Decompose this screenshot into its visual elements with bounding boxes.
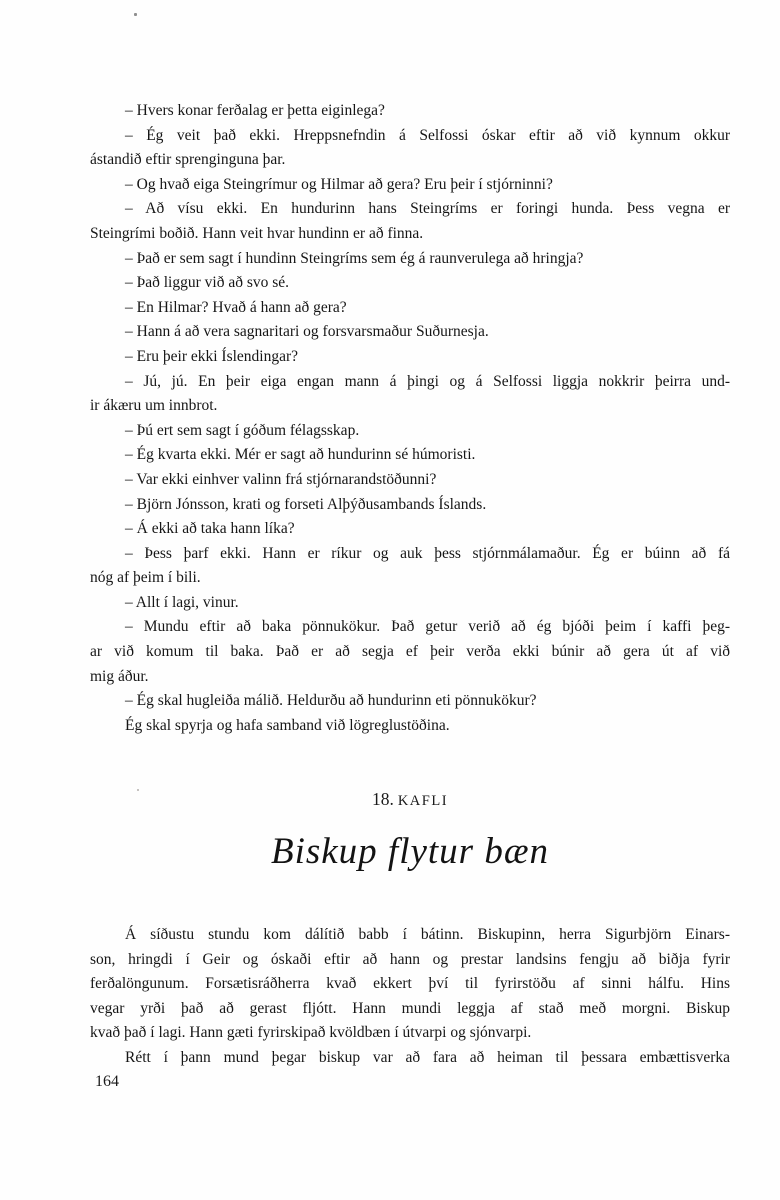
text-line: nóg af þeim í bili.: [90, 569, 201, 587]
text-line: son, hringdi í Geir og óskaði eftir að hann og prestar landsins fengju að biðja fyrir: [90, 950, 730, 968]
text-line: – Var ekki einhver valinn frá stjórnarandstöðunni?: [125, 470, 437, 488]
paragraph: [90, 591, 730, 616]
paragraph: [90, 689, 730, 714]
paragraph: [90, 99, 730, 124]
text-line: – En Hilmar? Hvað á hann að gera?: [125, 298, 347, 316]
chapter-label: KAFLI: [397, 793, 449, 809]
text-line: ferðalöngunum. Forsætisráðherra kvað ekkert því til fyrirstöðu af sinni hálfu. Hins: [90, 975, 730, 993]
paragraph: [90, 443, 730, 468]
text-line: – Það er sem sagt í hundinn Steingríms sem ég á raunverulega að hringja?: [125, 249, 584, 267]
text-line: – Mundu eftir að baka pönnukökur. Það getur verið að ég bjóði þeim í kaffi þeg-: [125, 618, 730, 636]
text-line: – Og hvað eiga Steingrímur og Hilmar að gera? Eru þeir í stjórninni?: [125, 175, 553, 193]
paragraph: [90, 542, 730, 591]
paragraph: [90, 345, 730, 370]
paragraph: [90, 320, 730, 345]
text-line: – Að vísu ekki. En hundurinn hans Steingríms er foringi hunda. Þess vegna er: [125, 200, 730, 218]
chapter-heading: [90, 789, 730, 810]
paragraph: [90, 197, 730, 246]
paragraph: [90, 468, 730, 493]
text-line: – Þú ert sem sagt í góðum félagsskap.: [125, 421, 360, 439]
paragraph: [90, 247, 730, 272]
text-line: – Ég veit það ekki. Hreppsnefndin á Selfossi óskar eftir að við kynnum okkur: [125, 126, 730, 144]
text-line: Á síðustu stundu kom dálítið babb í bátinn. Biskupinn, herra Sigurbjörn Einars-: [125, 926, 730, 943]
page-number: 164: [95, 1073, 119, 1090]
text-line: vegar yrði það að gerast fljótt. Hann mundi leggja af stað með morgni. Biskup: [90, 999, 730, 1017]
paragraph: [90, 296, 730, 321]
body-section: [90, 923, 730, 1071]
text-line: – Hann á að vera sagnaritari og forsvarsmaður Suðurnesja.: [125, 323, 489, 341]
text-line: – Ég skal hugleiða málið. Heldurðu að hundurinn eti pönnukökur?: [125, 692, 537, 710]
text-line: – Allt í lagi, vinur.: [125, 593, 239, 611]
paragraph: [90, 173, 730, 198]
text-line: – Jú, jú. En þeir eiga engan mann á þingi og á Selfossi liggja nokkrir þeirra und-: [125, 372, 730, 390]
paragraph: [90, 923, 730, 1046]
text-line: – Hvers konar ferðalag er þetta eiginlega?: [125, 102, 385, 119]
text-line: ir ákæru um innbrot.: [90, 397, 218, 415]
paragraph: [90, 419, 730, 444]
text-line: – Það liggur við að svo sé.: [125, 274, 290, 292]
paragraph: [90, 615, 730, 689]
text-line: ar við komum til baka. Það er að segja ef þeir verða ekki búnir að gera út af við: [90, 643, 730, 661]
text-line: Rétt í þann mund þegar biskup var að fara að heiman til þessara embættisverka: [125, 1048, 730, 1066]
text-line: – Á ekki að taka hann líka?: [125, 520, 295, 538]
text-line: kvað það í lagi. Hann gæti fyrirskipað kvöldbæn í útvarpi og sjónvarpi.: [90, 1024, 532, 1042]
text-line: – Eru þeir ekki Íslendingar?: [125, 347, 299, 365]
text-line: ástandið eftir sprenginguna þar.: [90, 151, 286, 169]
paragraph: [90, 493, 730, 518]
paragraph: [90, 1046, 730, 1071]
text-line: – Ég kvarta ekki. Mér er sagt að hundurinn sé húmoristi.: [125, 446, 476, 464]
scan-artifact-dot: [134, 13, 137, 16]
text-line: mig áður.: [90, 667, 149, 685]
chapter-title: Biskup flytur bæn: [270, 831, 550, 872]
paragraph: [90, 714, 730, 739]
chapter-number: 18.: [371, 789, 394, 809]
paragraph: [90, 271, 730, 296]
paragraph: [90, 124, 730, 173]
paragraph: [90, 370, 730, 419]
text-line: Steingrími boðið. Hann veit hvar hundinn er að finna.: [90, 224, 424, 242]
text-line: – Björn Jónsson, krati og forseti Alþýðusambands Íslands.: [125, 495, 487, 513]
text-line: – Þess þarf ekki. Hann er ríkur og auk þess stjórnmálamaður. Ég er búinn að fá: [125, 544, 730, 562]
paragraph: [90, 517, 730, 542]
dialogue-section: [90, 99, 730, 738]
text-line: Ég skal spyrja og hafa samband við lögreglustöðina.: [125, 716, 450, 734]
